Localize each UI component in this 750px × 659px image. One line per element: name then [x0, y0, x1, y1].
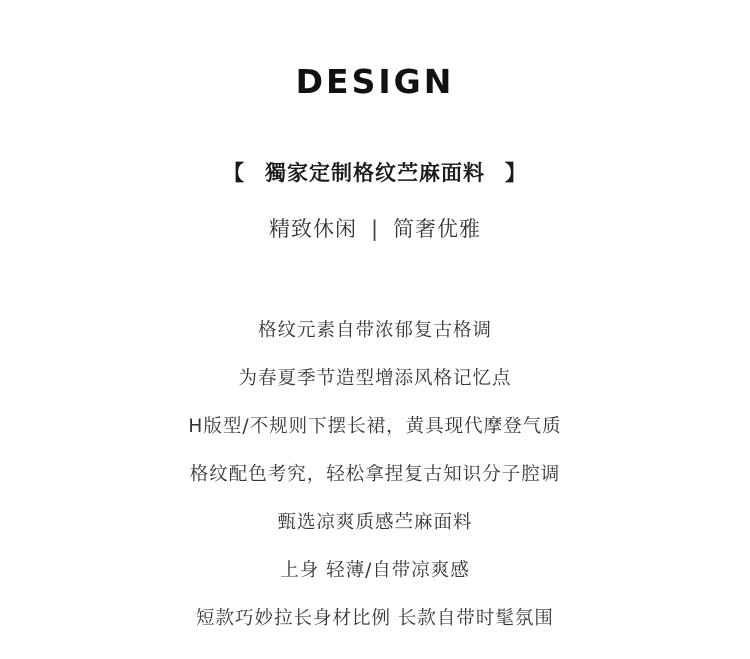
tagline-separator: |	[370, 217, 380, 241]
bracket-right: 】	[505, 161, 527, 185]
feature-line: 为春夏季节造型增添风格记忆点	[238, 368, 512, 389]
feature-line: H版型/不规则下摆长裙，黄具现代摩登气质	[188, 416, 562, 437]
feature-line: 格纹配色考究，轻松拿捏复古知识分子腔调	[189, 464, 561, 485]
tagline-right: 简奢优雅	[393, 217, 482, 241]
page-heading: DESIGN	[295, 62, 455, 101]
fabric-subtitle	[0, 156, 750, 190]
style-tagline	[0, 212, 750, 246]
subtitle-text: 獨家定制格纹苎麻面料	[265, 161, 485, 185]
feature-line: 上身 轻薄/自带凉爽感	[280, 560, 470, 581]
feature-list	[0, 314, 750, 650]
feature-line: 格纹元素自带浓郁复古格调	[257, 320, 492, 341]
feature-line: 甄选凉爽质感苎麻面料	[277, 512, 473, 533]
feature-line: 短款巧妙拉长身材比例 长款自带时髦氛围	[196, 608, 554, 629]
bracket-left: 【	[223, 161, 245, 185]
tagline-left: 精致休闲	[268, 217, 357, 241]
